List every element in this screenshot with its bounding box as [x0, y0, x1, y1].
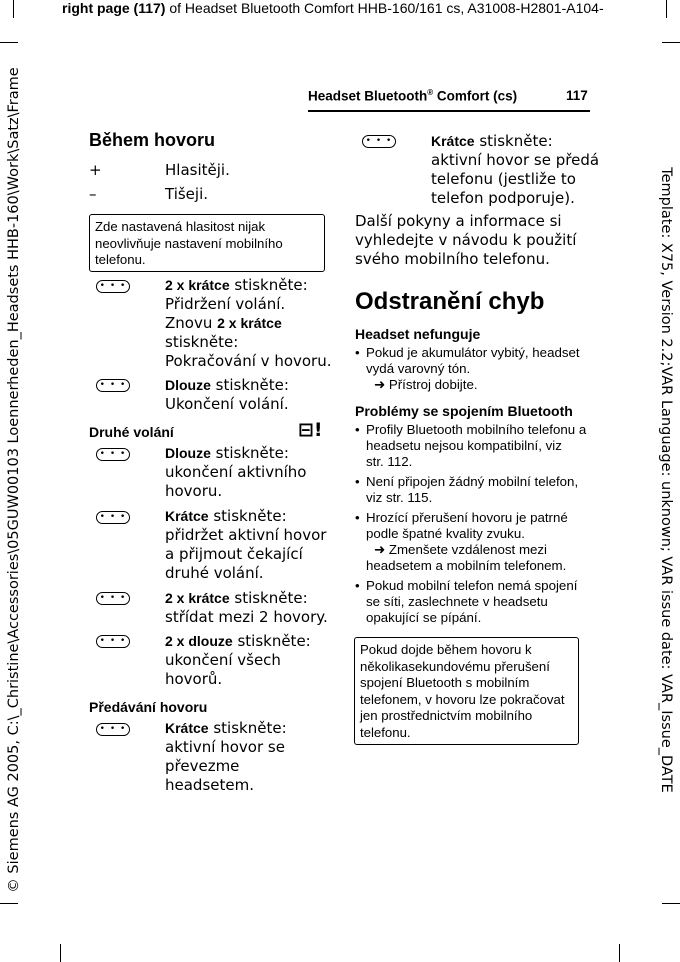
running-title: Headset Bluetooth® Comfort (cs) — [308, 88, 518, 104]
print-header: right page (117) of Headset Bluetooth Comfort HHB-160/161 cs, A31008-H2801-A104- — [62, 0, 604, 16]
crop-mark — [60, 944, 61, 962]
page-number: 117 — [566, 88, 588, 103]
sub-bluetooth-problems: Problémy se spojením Bluetooth — [355, 403, 573, 419]
key8-text: Krátce stiskněte: aktivní hovor se předá telefonu (jestliže to telefon podporuje). — [431, 132, 600, 207]
key5-text: 2 x krátce stiskněte: střídat mezi 2 hovory. — [165, 589, 328, 626]
vol-down-text: Tišeji. — [165, 185, 209, 203]
arrow-icon: ➜ — [374, 542, 386, 557]
bullet: • — [355, 422, 360, 437]
bullet: • — [355, 578, 360, 593]
arrow-icon: ➜ — [374, 377, 386, 392]
troubleshooting-heading: Odstranění chyb — [355, 288, 545, 315]
transfer-heading: Předávání hovoru — [89, 699, 208, 715]
template-info-margin: Template: X75, Version 2.2;VAR Language: unknown; VAR issue date: VAR_Issue_DATE — [658, 167, 674, 793]
multifunction-key-icon: • • • — [362, 135, 396, 148]
multifunction-key-icon: • • • — [96, 280, 130, 293]
key2-text: Dlouze stiskněte: Ukončení volání. — [165, 376, 289, 413]
vol-up-text: Hlasitěji. — [165, 161, 230, 179]
crop-mark — [619, 944, 620, 962]
list-item: • Hrozící přerušení hovoru je patrné podle špatné kvality zvuku. ➜ Zmenšete vzdálenost mezi headsetem a mobilním telefonem. — [355, 510, 568, 573]
heading-during-call: Během hovoru — [89, 130, 216, 150]
list-item: • Profily Bluetooth mobilního telefonu a headsetu nejsou kompatibilní, viz str. 112. — [355, 422, 587, 469]
volume-note: Zde nastavená hlasitost nijak neovlivňuje nastavení mobilního telefonu. — [89, 214, 325, 272]
crop-mark — [666, 0, 667, 18]
copyright-path-margin: © Siemens AG 2005, C:\_Christine\Accessories\05GUW00103 Loennerheden_Headsets HHB-160\Work\Satz\Frame — [6, 67, 22, 893]
vol-up-sign: + — [89, 161, 102, 179]
bluetooth-interruption-note: Pokud dojde během hovoru k několikasekundovému přerušení spojení Bluetooth s mobilním telefonem, v hovoru lze pokračovat jen prostřednictvím mobilního telefonu. — [354, 637, 579, 745]
key6-text: 2 x dlouze stiskněte: ukončení všech hovorů. — [165, 632, 311, 688]
bullet: • — [355, 345, 360, 360]
multifunction-key-icon: • • • — [96, 511, 130, 524]
second-call-heading: Druhé volání — [89, 424, 174, 440]
crop-mark — [13, 0, 14, 18]
key3-text: Dlouze stiskněte: ukončení aktivního hovoru. — [165, 444, 307, 500]
multifunction-key-icon: • • • — [96, 592, 130, 605]
key4-text: Krátce stiskněte: přidržet aktivní hovor a přijmout čekající druhé volání. — [165, 507, 327, 582]
bullet: • — [355, 474, 360, 489]
list-item: • Pokud mobilní telefon nemá spojení se síti, zaslechnete v headsetu opakující se pípání. — [355, 578, 578, 625]
multifunction-key-icon: • • • — [96, 635, 130, 648]
list-item: • Není připojen žádný mobilní telefon, viz str. 115. — [355, 474, 579, 505]
network-service-icon: ⊟! — [298, 419, 323, 441]
multifunction-key-icon: • • • — [96, 379, 130, 392]
key7-text: Krátce stiskněte: aktivní hovor se převezme headsetem. — [165, 719, 287, 794]
sub-headset-not-working: Headset nefunguje — [355, 326, 481, 342]
multifunction-key-icon: • • • — [96, 448, 130, 461]
multifunction-key-icon: • • • — [96, 723, 130, 736]
header-rule — [308, 110, 590, 112]
vol-down-sign: – — [89, 185, 97, 203]
more-info-text: Další pokyny a informace si vyhledejte v návodu k použití svého mobilního telefonu. — [355, 212, 577, 268]
bullet: • — [355, 510, 360, 525]
list-item: • Pokud je akumulátor vybitý, headset vydá varovný tón. ➜ Přístroj dobijte. — [355, 345, 580, 392]
key1-text: 2 x krátce stiskněte: Přidržení volání. Znovu 2 x krátce stiskněte: Pokračování v hovoru. — [165, 276, 332, 370]
